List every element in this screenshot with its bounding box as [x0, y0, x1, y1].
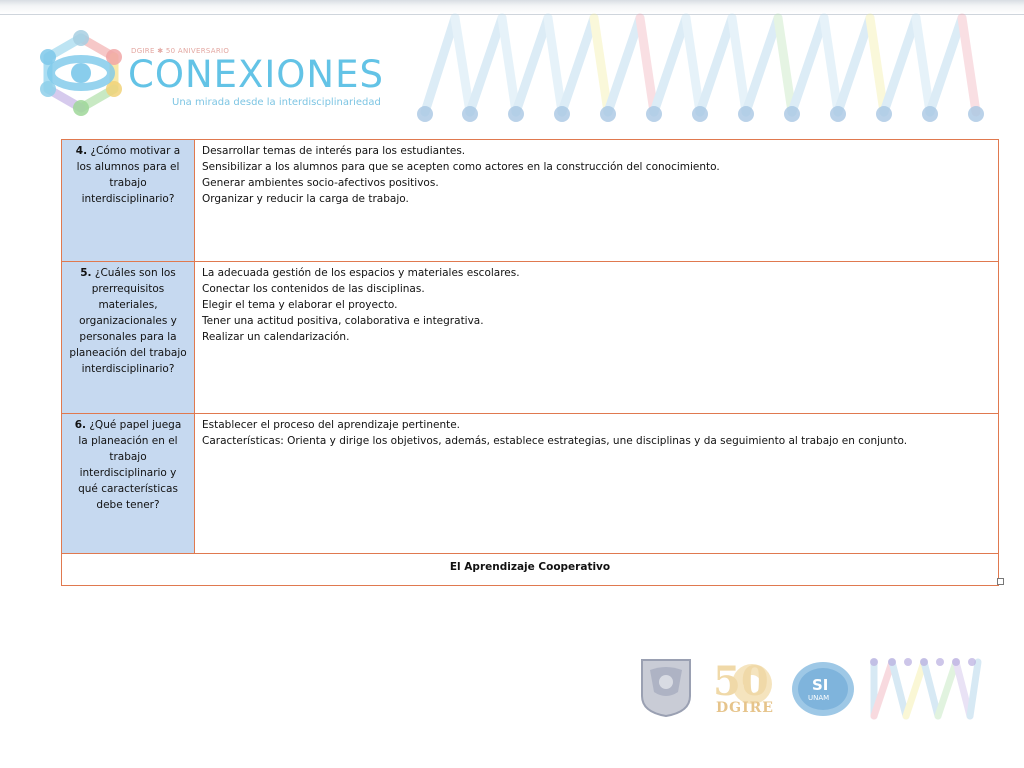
table-row — [62, 262, 999, 414]
question-cell[interactable] — [62, 262, 195, 414]
answer-line: Elegir el tema y elaborar el proyecto. — [202, 299, 398, 311]
answer-line: Establecer el proceso del aprendizaje pertinente. — [202, 419, 461, 431]
si-label: SI — [812, 676, 829, 694]
answer-line: Generar ambientes socio-afectivos positivos. — [202, 177, 439, 189]
dgire-label: DGIRE — [716, 700, 774, 716]
decorative-stripes-small-icon — [866, 656, 984, 720]
question-text: ¿Cómo motivar a los alumnos para el trabajo interdisciplinario? — [76, 145, 181, 205]
answer-cell[interactable] — [195, 414, 999, 554]
question-cell[interactable] — [62, 140, 195, 262]
conexiones-logo-icon — [34, 26, 128, 120]
answer-line: Organizar y reducir la carga de trabajo. — [202, 193, 409, 205]
dgire-number: 50 — [713, 658, 769, 705]
answer-line: Características: Orienta y dirige los objetivos, además, establece estrategias, une disciplinas y da seguimiento al trabajo en conjunto. — [202, 435, 908, 447]
answer-line: La adecuada gestión de los espacios y materiales escolares. — [202, 267, 520, 279]
answer-cell[interactable] — [195, 140, 999, 262]
answer-line: Realizar un calendarización. — [202, 331, 350, 343]
answer-line: Tener una actitud positiva, colaborativa e integrativa. — [202, 315, 484, 327]
question-number: 5. — [80, 267, 92, 279]
questions-table — [61, 139, 999, 586]
answer-line: Sensibilizar a los alumnos para que se acepten como actores en la construcción del conocimiento. — [202, 161, 720, 173]
question-text: ¿Cuáles son los prerrequisitos materiales, organizacionales y personales para la planeación del trabajo interdisciplinario? — [69, 267, 187, 375]
question-number: 4. — [75, 145, 88, 157]
question-number: 6. — [74, 419, 87, 431]
decorative-stripes-icon — [410, 12, 996, 124]
answer-line: Desarrollar temas de interés para los estudiantes. — [202, 145, 466, 157]
brand-subtitle: Una mirada desde la interdisciplinariedad — [172, 97, 381, 108]
table-row — [62, 140, 999, 262]
si-sub-label: UNAM — [808, 694, 830, 702]
table-row — [62, 554, 999, 586]
unam-crest-icon — [638, 656, 694, 718]
brand-title: CONEXIONES — [128, 53, 384, 96]
table-resize-handle[interactable] — [997, 578, 1004, 585]
answer-line: Conectar los contenidos de las disciplinas. — [202, 283, 425, 295]
answer-cell[interactable] — [195, 262, 999, 414]
table-row — [62, 414, 999, 554]
question-cell[interactable] — [62, 414, 195, 554]
section-title[interactable]: El Aprendizaje Cooperativo — [62, 554, 999, 586]
anniversary-label: DGIRE ✱ 50 ANIVERSARIO — [131, 47, 230, 55]
question-text: ¿Qué papel juega la planeación en el trabajo interdisciplinario y qué características debe tener? — [78, 419, 182, 511]
